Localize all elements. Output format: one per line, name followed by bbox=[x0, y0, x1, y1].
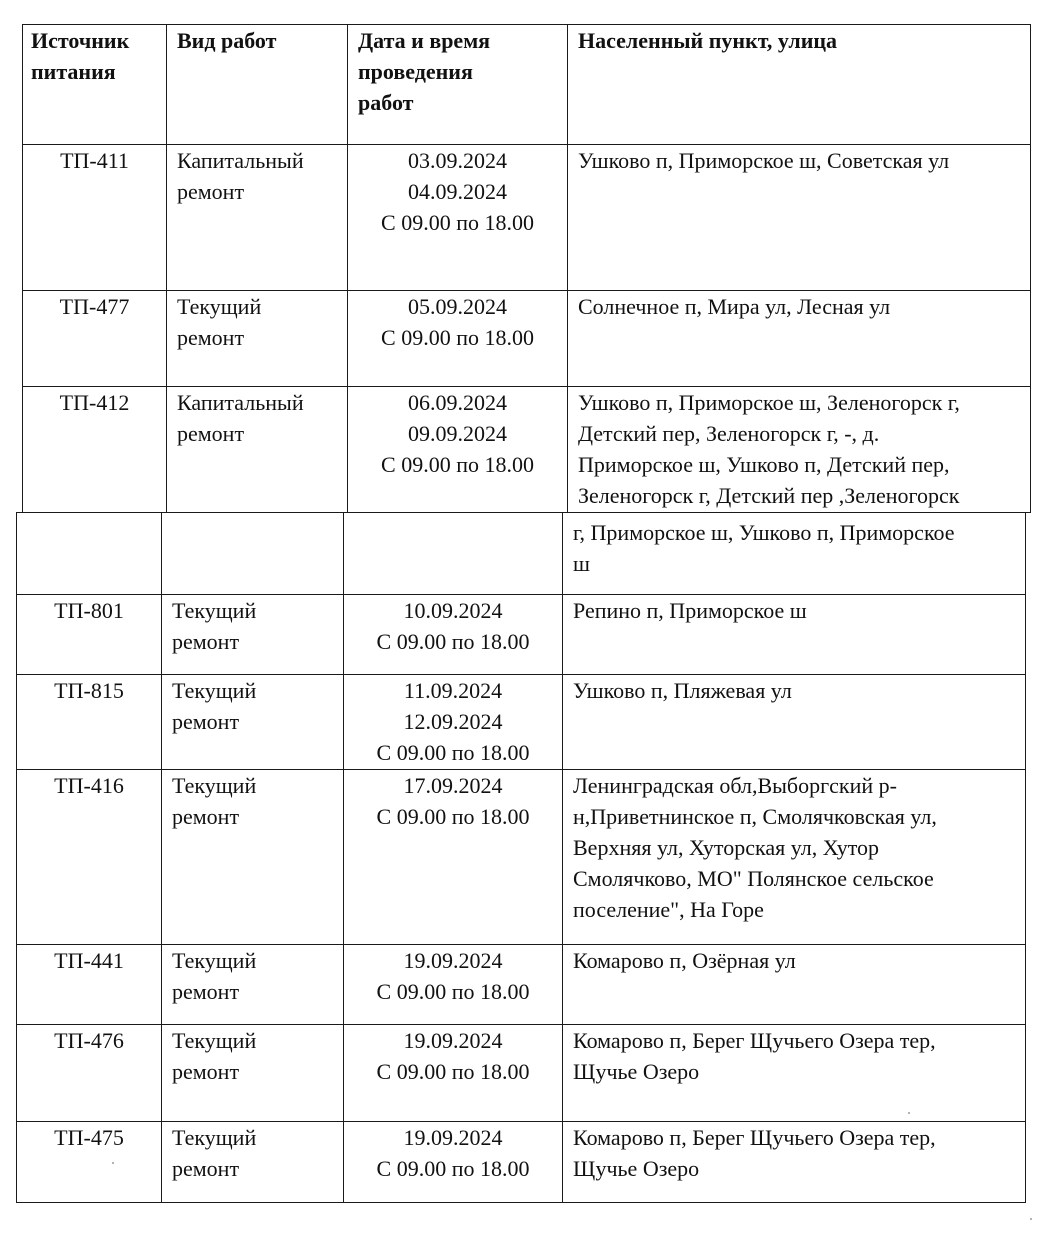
cell-datetime bbox=[344, 513, 563, 595]
cell-work-type bbox=[167, 387, 348, 513]
cell-location-text: Ленинградская обл,Выборгский р- н,Приветнинское п, Смолячковская ул, Верхняя ул, Хуторская ул, Хутор Смолячково, МО" Полянское сельское поселение", На Горе bbox=[573, 773, 937, 922]
cell-location-text: Комарово п, Берег Щучьего Озера тер, Щучье Озеро bbox=[573, 1028, 936, 1084]
cell-source bbox=[23, 387, 167, 513]
cell-work-type-text: Капитальный ремонт bbox=[177, 390, 304, 446]
cell-work-type-text: Текущий ремонт bbox=[172, 773, 257, 829]
cell-datetime-text: 19.09.2024 С 09.00 по 18.00 bbox=[376, 948, 530, 1004]
cell-location bbox=[563, 1122, 1026, 1203]
table-row bbox=[23, 291, 1031, 387]
header-datetime bbox=[348, 25, 568, 145]
cell-datetime-text: 19.09.2024 С 09.00 по 18.00 bbox=[376, 1028, 530, 1084]
table-row bbox=[23, 145, 1031, 291]
table-row bbox=[17, 770, 1026, 945]
cell-datetime bbox=[344, 770, 563, 945]
cell-work-type bbox=[167, 145, 348, 291]
cell-work-type bbox=[162, 945, 344, 1025]
cell-location-text: Комарово п, Озёрная ул bbox=[573, 948, 796, 973]
cell-source-text: ТП-801 bbox=[54, 598, 124, 623]
cell-datetime-text: 17.09.2024 С 09.00 по 18.00 bbox=[376, 773, 530, 829]
cell-datetime-text: 11.09.2024 12.09.2024 С 09.00 по 18.00 bbox=[376, 678, 530, 765]
table-row bbox=[17, 675, 1026, 770]
cell-datetime bbox=[344, 1122, 563, 1203]
cell-source-text: ТП-476 bbox=[54, 1028, 124, 1053]
scan-speck bbox=[112, 1162, 114, 1164]
cell-work-type-text: Текущий ремонт bbox=[172, 598, 257, 654]
cell-location bbox=[568, 145, 1031, 291]
cell-work-type bbox=[162, 770, 344, 945]
header-location bbox=[568, 25, 1031, 145]
cell-work-type bbox=[162, 595, 344, 675]
cell-work-type bbox=[162, 1122, 344, 1203]
cell-work-type-text: Капитальный ремонт bbox=[177, 148, 304, 204]
table-row bbox=[17, 945, 1026, 1025]
cell-work-type-text: Текущий ремонт bbox=[172, 1125, 257, 1181]
header-datetime-text: Дата и время проведения работ bbox=[358, 28, 491, 115]
cell-datetime bbox=[348, 145, 568, 291]
cell-datetime bbox=[344, 945, 563, 1025]
schedule-table-bottom bbox=[16, 512, 1026, 1203]
cell-location bbox=[563, 945, 1026, 1025]
header-source-text: Источник питания bbox=[31, 28, 130, 84]
cell-location bbox=[563, 770, 1026, 945]
scan-speck bbox=[908, 1112, 910, 1114]
cell-work-type bbox=[167, 291, 348, 387]
cell-location-text: Комарово п, Берег Щучьего Озера тер, Щучье Озеро bbox=[573, 1125, 936, 1181]
cell-datetime bbox=[344, 1025, 563, 1122]
cell-work-type-text: Текущий ремонт bbox=[172, 678, 257, 734]
cell-source bbox=[23, 145, 167, 291]
table-row bbox=[23, 387, 1031, 513]
cell-location-text: Ушково п, Приморское ш, Зеленогорск г, Детский пер, Зеленогорск г, -, д. Приморское ш, Ушково п, Детский пер, Зеленогорск г, Детский пер ,Зеленогорск bbox=[578, 390, 960, 508]
cell-location-text: Репино п, Приморское ш bbox=[573, 598, 807, 623]
cell-datetime bbox=[344, 675, 563, 770]
cell-work-type-text: Текущий ремонт bbox=[172, 948, 257, 1004]
schedule-table-top bbox=[22, 24, 1031, 513]
cell-datetime bbox=[348, 387, 568, 513]
cell-source bbox=[23, 291, 167, 387]
cell-work-type bbox=[162, 1025, 344, 1122]
table-row bbox=[17, 595, 1026, 675]
cell-datetime-text: 06.09.2024 09.09.2024 С 09.00 по 18.00 bbox=[381, 390, 534, 477]
cell-location-text: г, Приморское ш, Ушково п, Приморское ш bbox=[573, 520, 955, 576]
cell-work-type bbox=[162, 675, 344, 770]
cell-datetime-text: 10.09.2024 С 09.00 по 18.00 bbox=[376, 598, 530, 654]
cell-source-text: ТП-412 bbox=[59, 390, 130, 415]
cell-source-text: ТП-441 bbox=[54, 948, 124, 973]
cell-location bbox=[563, 595, 1026, 675]
scan-speck bbox=[1030, 1218, 1032, 1220]
cell-source-text: ТП-416 bbox=[54, 773, 124, 798]
cell-location bbox=[563, 675, 1026, 770]
cell-datetime bbox=[348, 291, 568, 387]
cell-work-type-text: Текущий ремонт bbox=[177, 294, 262, 350]
cell-location-text: Солнечное п, Мира ул, Лесная ул bbox=[578, 294, 891, 319]
cell-datetime-text: 05.09.2024 С 09.00 по 18.00 bbox=[381, 294, 534, 350]
cell-work-type bbox=[162, 513, 344, 595]
header-work-type bbox=[167, 25, 348, 145]
cell-source bbox=[17, 1025, 162, 1122]
cell-source bbox=[17, 770, 162, 945]
cell-work-type-text: Текущий ремонт bbox=[172, 1028, 257, 1084]
cell-location bbox=[568, 291, 1031, 387]
cell-source-text: ТП-477 bbox=[59, 294, 130, 319]
header-source bbox=[23, 25, 167, 145]
cell-source bbox=[17, 595, 162, 675]
cell-source bbox=[17, 1122, 162, 1203]
table-row bbox=[17, 513, 1026, 595]
cell-source-text: ТП-815 bbox=[54, 678, 124, 703]
table-row bbox=[17, 1122, 1026, 1203]
cell-location bbox=[568, 387, 1031, 513]
table-row bbox=[17, 1025, 1026, 1122]
header-location-text: Населенный пункт, улица bbox=[578, 28, 838, 53]
cell-source bbox=[17, 945, 162, 1025]
header-row bbox=[23, 25, 1031, 145]
cell-datetime-text: 19.09.2024 С 09.00 по 18.00 bbox=[376, 1125, 530, 1181]
cell-location bbox=[563, 1025, 1026, 1122]
cell-datetime-text: 03.09.2024 04.09.2024 С 09.00 по 18.00 bbox=[381, 148, 534, 235]
cell-source bbox=[17, 513, 162, 595]
cell-location bbox=[563, 513, 1026, 595]
cell-datetime bbox=[344, 595, 563, 675]
cell-location-text: Ушково п, Приморское ш, Советская ул bbox=[578, 148, 950, 173]
cell-source-text: ТП-411 bbox=[60, 148, 129, 173]
cell-source-text: ТП-475 bbox=[54, 1125, 124, 1150]
cell-source bbox=[17, 675, 162, 770]
cell-location-text: Ушково п, Пляжевая ул bbox=[573, 678, 792, 703]
header-work-type-text: Вид работ bbox=[177, 28, 277, 53]
